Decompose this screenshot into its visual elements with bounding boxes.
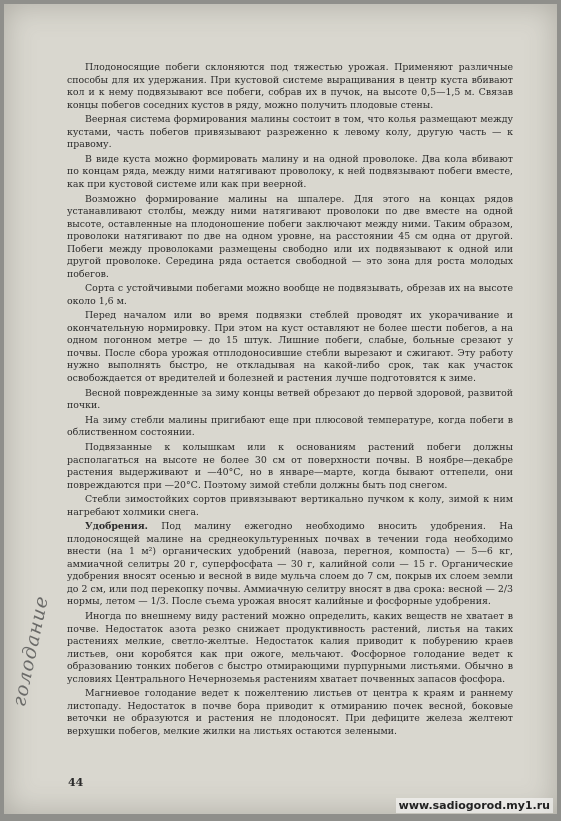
body-text	[67, 62, 513, 740]
paragraph: Перед началом или во время подвязки стеблей проводят их укорачивание и окончательную нормировку. При этом на куст оставляют не более шести побегов, а на одном погонном метре — до 15 штук. Лишние побеги, слабые, больные срезают у почвы. После сбора урожая отплодоносившие стебли вырезают и сжигают. Эту работу нужно выполнять быстро, не откладывая на какой-либо срок, так как участок освобождается от вредителей и болезней и растения лучше подготовятся к зиме.	[67, 310, 513, 384]
paragraph: Веерная система формирования малины состоит в том, что колья размещают между кустами, часть побегов привязывают разреженно к левому колу, другую часть — к правому.	[67, 114, 513, 151]
section-heading: Удобрения.	[85, 521, 148, 533]
paragraph: Стебли зимостойких сортов привязывают вертикально пучком к колу, зимой к ним нагребают холмики снега.	[67, 494, 513, 518]
handwritten-margin-note: голодание	[8, 593, 54, 709]
paragraph: Плодоносящие побеги склоняются под тяжестью урожая. Применяют различные способы для их удержания. При кустовой системе выращивания в центр куста вбивают кол и к нему подвязывают все побеги, собрав их в пучок, на высоте 0,5—1,5 м. Связав концы побегов соседних кустов в ряду, можно получить плодовые стены.	[67, 62, 513, 111]
paragraph: Весной поврежденные за зиму концы ветвей обрезают до первой здоровой, развитой почки.	[67, 387, 513, 412]
site-watermark: www.sadiogorod.my1.ru	[396, 798, 553, 813]
paragraph: Подвязанные к колышкам или к основаниям растений побеги должны располагаться на высоте не более 30 см от поверхности почвы. В ноябре—декабре растения выдерживают и —40°С, но в январе—марте, когда бывают оттепели, они повреждаются при —20°С. Поэтому зимой стебли должны быть под снегом.	[67, 442, 513, 491]
page-number: 44	[68, 776, 84, 789]
paragraph: На зиму стебли малины пригибают еще при плюсовой температуре, когда побеги в облиственном состоянии.	[67, 414, 513, 439]
paragraph: В виде куста можно формировать малину и на одной проволоке. Два кола вбивают по концам ряда, между ними натягивают проволоку, к ней подвязывают побеги вместе, как при кустовой системе или как при веерной.	[67, 153, 513, 190]
paragraph: Возможно формирование малины на шпалере. Для этого на концах рядов устанавливают столбы, между ними натягивают проволоки по две вместе на одной высоте, оставленные на плодоношение побеги заключают между ними. Таким образом, проволоки натягивают по две на одном уровне, на расстоянии 45 см одна от другой. Побеги между проволоками размещены свободно или их подвязывают к одной или другой проволоке. Середина ряда остается свободной — это зона для роста молодых побегов.	[67, 193, 513, 280]
paragraph: Магниевое голодание ведет к пожелтению листьев от центра к краям и раннему листопаду. Недостаток в почве бора приводит к отмиранию почек весной, боковые веточки не образуются и растения не плодоносят. При дефиците железа желтеют верхушки побегов, мелкие жилки на листьях остаются зелеными.	[67, 688, 513, 737]
fertilizer-text: Под малину ежегодно необходимо вносить удобрения. На плодоносящей малине на среднеокультуренных почвах в течении года необходимо внести (на 1 м²) органических удобрений (навоза, перегноя, компоста) — 5—6 кг, аммиачной селитры 20 г, суперфосфата — 30 г, калийной соли — 15 г. Органические удобрения вносят осенью и весной в виде мульча слоем до 7 см, покрыв их слоем земли до 2 см, или под перекопку почвы. Аммиачную селитру вносят в два срока: весной — 2/3 нормы, летом — 1/3. После съема урожая вносят калийные и фосфорные удобрения.	[67, 521, 513, 608]
book-page	[4, 4, 557, 814]
paragraph: Иногда по внешнему виду растений можно определить, каких веществ не хватает в почве. Недостаток азота резко снижает продуктивность растений, листья на таких растениях мелкие, светло-желтые. Недостаток калия приводит к побурению краев листьев, они коробятся как при ожоге, мельчают. Фосфорное голодание ведет к образованию тонких побегов с быстро отмирающими пурпурными листьями. Обычно в условиях Центрального Нечерноземья растениям хватает почвенных запасов фосфора.	[67, 611, 513, 685]
fertilizer-paragraph	[67, 521, 513, 609]
paragraph: Сорта с устойчивыми побегами можно вообще не подвязывать, обрезав их на высоте около 1,6 м.	[67, 283, 513, 307]
